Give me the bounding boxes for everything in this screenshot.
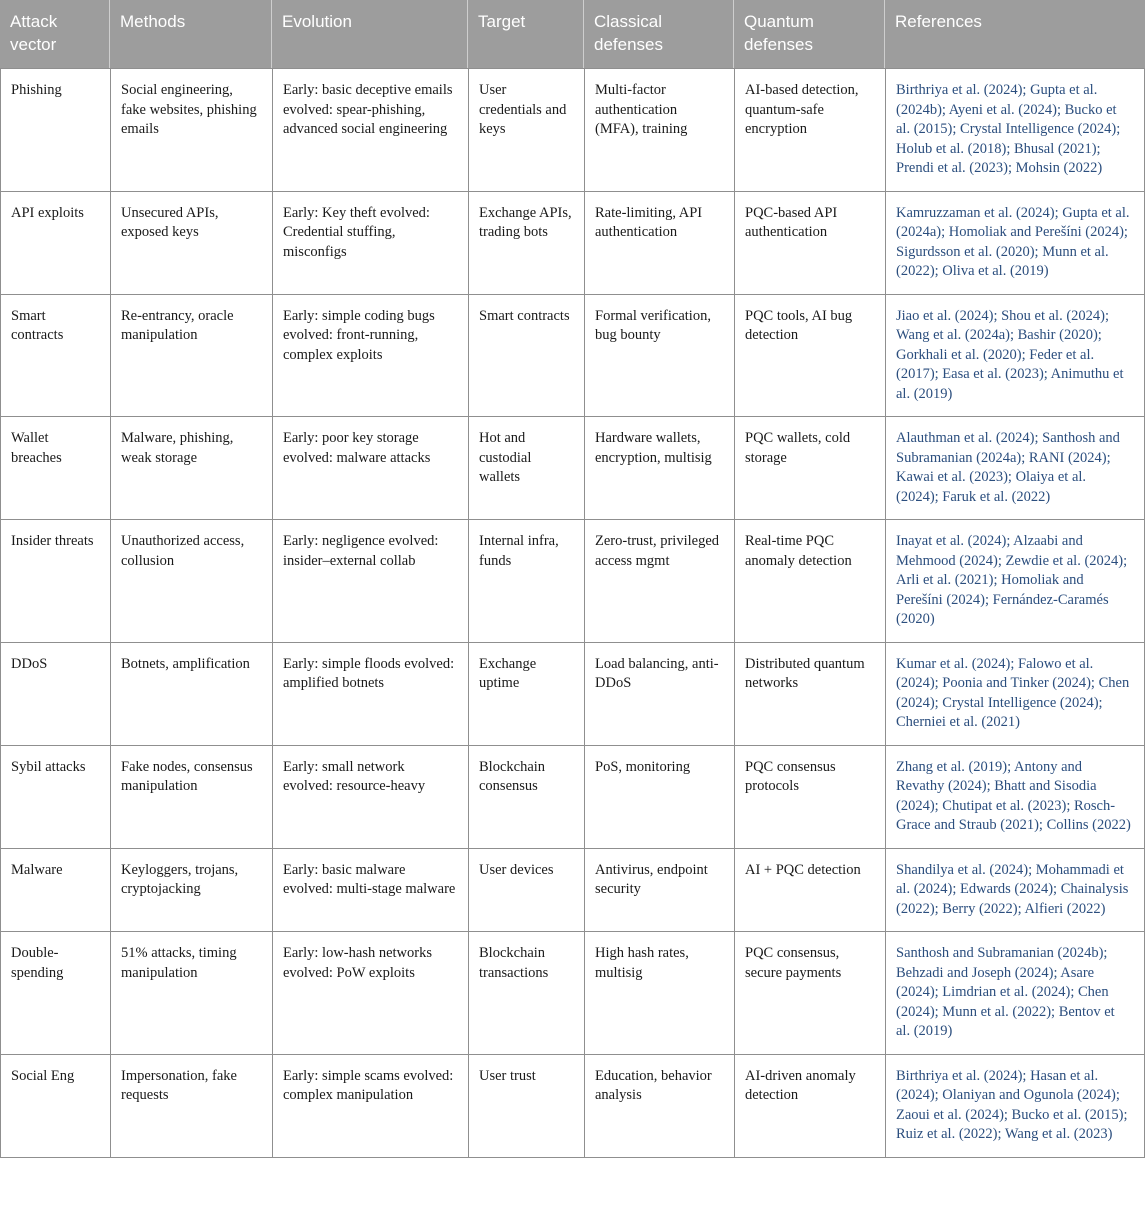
cell-references[interactable]: Kamruzzaman et al. (2024); Gupta et al. (2024a); Homoliak and Perešíni (2024); Sigurdsson et al. (2020); Munn et al. (2022); Oliva et al. (2019) (885, 191, 1145, 294)
cell-methods: Botnets, amplification (110, 642, 272, 745)
column-header-target: Target (468, 0, 584, 68)
cell-classical-defenses: Multi-factor authentication (MFA), training (584, 68, 734, 191)
cell-evolution: Early: poor key storage evolved: malware attacks (272, 416, 468, 519)
cell-target: Exchange uptime (468, 642, 584, 745)
column-header-classical-defenses: Classical defenses (584, 0, 734, 68)
cell-references[interactable]: Kumar et al. (2024); Falowo et al. (2024); Poonia and Tinker (2024); Chen (2024); Crystal Intelligence (2024); Cherniei et al. (2021) (885, 642, 1145, 745)
cell-quantum-defenses: PQC-based API authentication (734, 191, 885, 294)
cell-quantum-defenses: AI + PQC detection (734, 848, 885, 932)
cell-attack-vector: Phishing (0, 68, 110, 191)
cell-methods: Impersonation, fake requests (110, 1054, 272, 1158)
table-row (0, 294, 1145, 417)
cell-evolution: Early: simple scams evolved: complex manipulation (272, 1054, 468, 1158)
cell-classical-defenses: Formal verification, bug bounty (584, 294, 734, 417)
cell-classical-defenses: Load balancing, anti-DDoS (584, 642, 734, 745)
cell-evolution: Early: negligence evolved: insider–external collab (272, 519, 468, 642)
cell-methods: Social engineering, fake websites, phishing emails (110, 68, 272, 191)
cell-target: Smart contracts (468, 294, 584, 417)
cell-attack-vector: Malware (0, 848, 110, 932)
cell-attack-vector: Social Eng (0, 1054, 110, 1158)
cell-quantum-defenses: PQC wallets, cold storage (734, 416, 885, 519)
cell-references[interactable]: Alauthman et al. (2024); Santhosh and Subramanian (2024a); RANI (2024); Kawai et al. (2023); Olaiya et al. (2024); Faruk et al. (2022) (885, 416, 1145, 519)
cell-evolution: Early: basic malware evolved: multi-stage malware (272, 848, 468, 932)
cell-classical-defenses: Hardware wallets, encryption, multisig (584, 416, 734, 519)
cell-quantum-defenses: Distributed quantum networks (734, 642, 885, 745)
cell-quantum-defenses: Real-time PQC anomaly detection (734, 519, 885, 642)
cell-attack-vector: Insider threats (0, 519, 110, 642)
cell-evolution: Early: low-hash networks evolved: PoW exploits (272, 931, 468, 1054)
cell-target: Blockchain consensus (468, 745, 584, 848)
cell-target: Exchange APIs, trading bots (468, 191, 584, 294)
cell-attack-vector: DDoS (0, 642, 110, 745)
cell-classical-defenses: Zero-trust, privileged access mgmt (584, 519, 734, 642)
cell-attack-vector: Sybil attacks (0, 745, 110, 848)
table-body (0, 68, 1145, 1158)
cell-attack-vector: API exploits (0, 191, 110, 294)
column-header-attack-vector: Attack vector (0, 0, 110, 68)
table-row (0, 191, 1145, 294)
cell-evolution: Early: basic deceptive emails evolved: spear-phishing, advanced social engineering (272, 68, 468, 191)
column-header-quantum-defenses: Quantum defenses (734, 0, 885, 68)
cell-target: User trust (468, 1054, 584, 1158)
cell-references[interactable]: Jiao et al. (2024); Shou et al. (2024); Wang et al. (2024a); Bashir (2020); Gorkhali et al. (2020); Feder et al. (2017); Easa et al. (2023); Animuthu et al. (2019) (885, 294, 1145, 417)
cell-methods: Keyloggers, trojans, cryptojacking (110, 848, 272, 932)
header-row (0, 0, 1145, 68)
cell-evolution: Early: simple floods evolved: amplified botnets (272, 642, 468, 745)
table-row (0, 745, 1145, 848)
table-row (0, 68, 1145, 191)
table-row (0, 416, 1145, 519)
cell-classical-defenses: PoS, monitoring (584, 745, 734, 848)
cell-classical-defenses: Education, behavior analysis (584, 1054, 734, 1158)
cell-attack-vector: Wallet breaches (0, 416, 110, 519)
cell-target: Blockchain transactions (468, 931, 584, 1054)
table-header (0, 0, 1145, 68)
cell-target: Internal infra, funds (468, 519, 584, 642)
cell-classical-defenses: Antivirus, endpoint security (584, 848, 734, 932)
cell-methods: 51% attacks, timing manipulation (110, 931, 272, 1054)
cell-evolution: Early: simple coding bugs evolved: front-running, complex exploits (272, 294, 468, 417)
cell-methods: Malware, phishing, weak storage (110, 416, 272, 519)
cell-references[interactable]: Zhang et al. (2019); Antony and Revathy (2024); Bhatt and Sisodia (2024); Chutipat et al. (2023); Rosch-Grace and Straub (2021); Collins (2022) (885, 745, 1145, 848)
cell-target: User credentials and keys (468, 68, 584, 191)
cell-references[interactable]: Birthriya et al. (2024); Hasan et al. (2024); Olaniyan and Ogunola (2024); Zaoui et al. (2024); Bucko et al. (2015); Ruiz et al. (2022); Wang et al. (2023) (885, 1054, 1145, 1158)
cell-methods: Unauthorized access, collusion (110, 519, 272, 642)
cell-quantum-defenses: PQC consensus protocols (734, 745, 885, 848)
cell-target: User devices (468, 848, 584, 932)
cell-classical-defenses: High hash rates, multisig (584, 931, 734, 1054)
table-row (0, 519, 1145, 642)
column-header-methods: Methods (110, 0, 272, 68)
cell-quantum-defenses: AI-based detection, quantum-safe encryption (734, 68, 885, 191)
cell-methods: Fake nodes, consensus manipulation (110, 745, 272, 848)
table-row (0, 848, 1145, 932)
table-row (0, 931, 1145, 1054)
cell-references[interactable]: Birthriya et al. (2024); Gupta et al. (2024b); Ayeni et al. (2024); Bucko et al. (2015); Crystal Intelligence (2024); Holub et al. (2018); Bhusal (2021); Prendi et al. (2023); Mohsin (2022) (885, 68, 1145, 191)
cell-references[interactable]: Shandilya et al. (2024); Mohammadi et al. (2024); Edwards (2024); Chainalysis (2022); Berry (2022); Alfieri (2022) (885, 848, 1145, 932)
cell-quantum-defenses: AI-driven anomaly detection (734, 1054, 885, 1158)
table-row (0, 642, 1145, 745)
cell-references[interactable]: Santhosh and Subramanian (2024b); Behzadi and Joseph (2024); Asare (2024); Limdrian et al. (2024); Chen (2024); Munn et al. (2022); Bentov et al. (2019) (885, 931, 1145, 1054)
cell-target: Hot and custodial wallets (468, 416, 584, 519)
cell-methods: Re-entrancy, oracle manipulation (110, 294, 272, 417)
cell-evolution: Early: Key theft evolved: Credential stuffing, misconfigs (272, 191, 468, 294)
cell-evolution: Early: small network evolved: resource-heavy (272, 745, 468, 848)
cell-quantum-defenses: PQC consensus, secure payments (734, 931, 885, 1054)
table-row (0, 1054, 1145, 1158)
cell-attack-vector: Double-spending (0, 931, 110, 1054)
cell-methods: Unsecured APIs, exposed keys (110, 191, 272, 294)
cell-references[interactable]: Inayat et al. (2024); Alzaabi and Mehmood (2024); Zewdie et al. (2024); Arli et al. (2021); Homoliak and Perešíni (2024); Fernández-Caramés (2020) (885, 519, 1145, 642)
column-header-evolution: Evolution (272, 0, 468, 68)
cell-attack-vector: Smart contracts (0, 294, 110, 417)
column-header-references: References (885, 0, 1145, 68)
cell-quantum-defenses: PQC tools, AI bug detection (734, 294, 885, 417)
cell-classical-defenses: Rate-limiting, API authentication (584, 191, 734, 294)
